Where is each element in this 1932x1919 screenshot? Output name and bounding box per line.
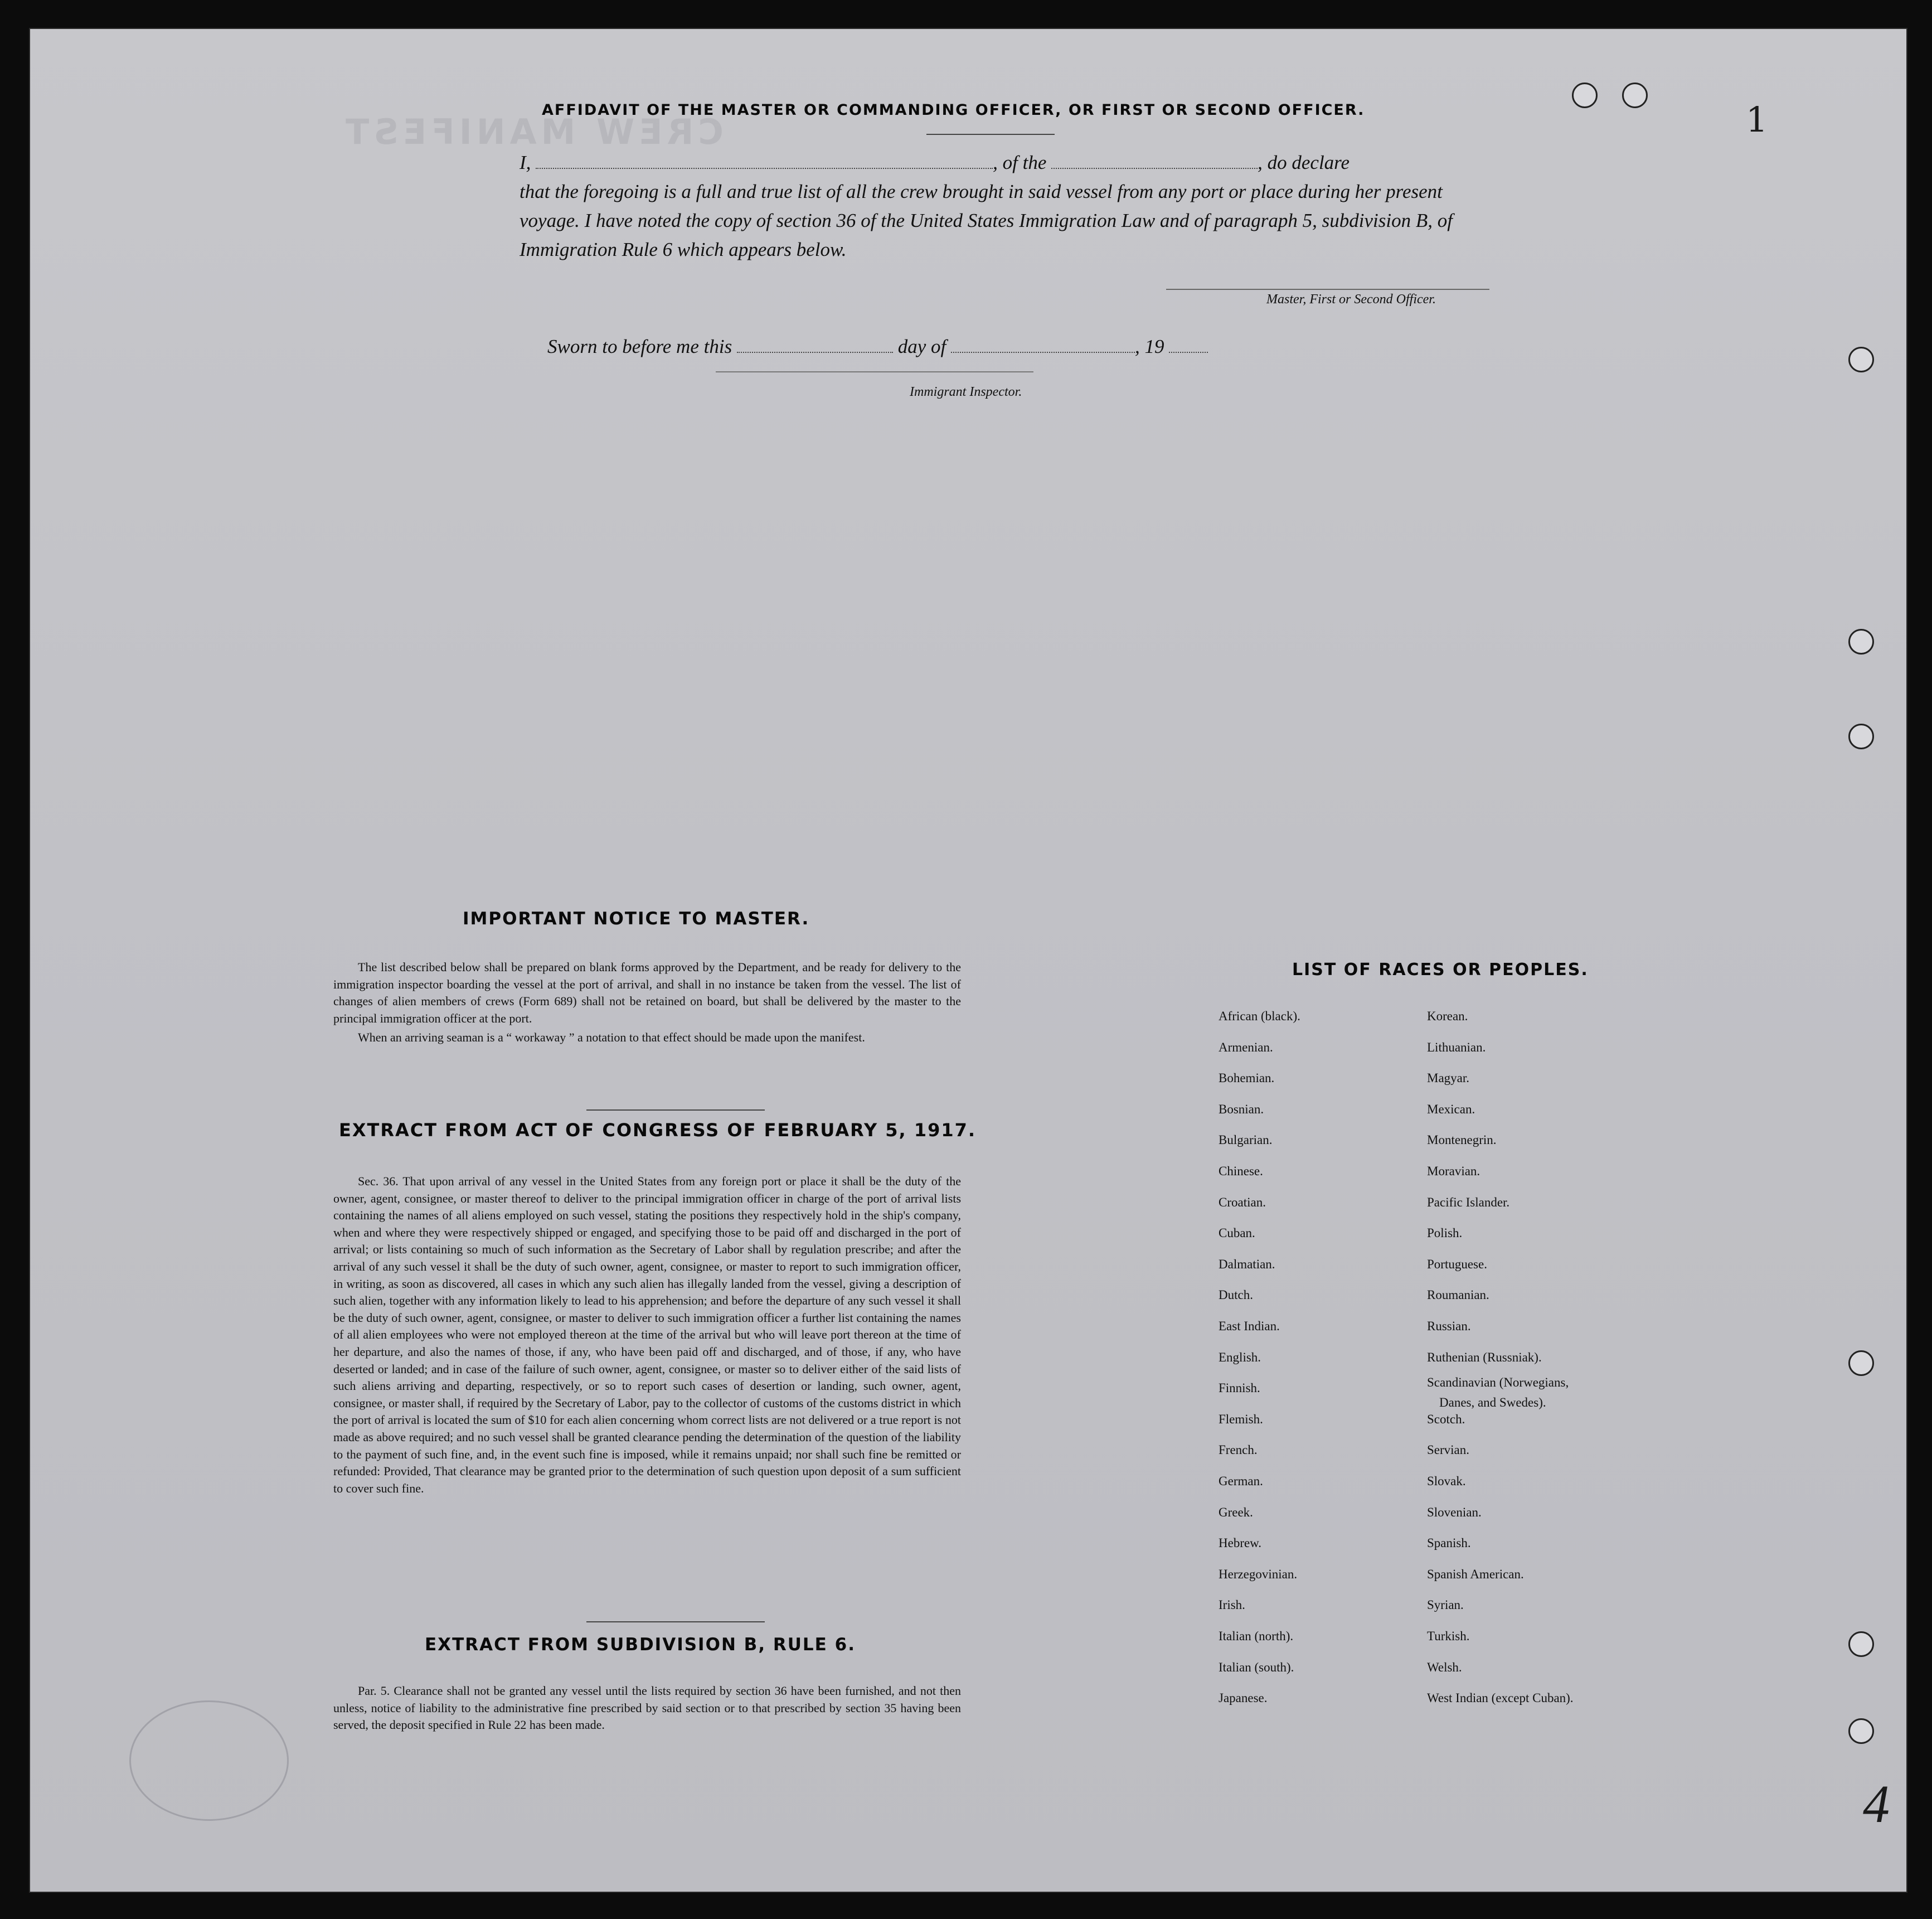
race-item: Pacific Islander. — [1427, 1195, 1510, 1209]
race-item: Japanese. — [1219, 1691, 1268, 1705]
race-item: English. — [1219, 1350, 1261, 1364]
race-item: Hebrew. — [1219, 1536, 1262, 1550]
race-item: Danes, and Swedes). — [1439, 1395, 1546, 1410]
race-item: Korean. — [1427, 1009, 1468, 1023]
binder-hole — [1848, 1350, 1874, 1376]
extract-rule-text: Par. 5. Clearance shall not be granted any vessel until the lists required by section 36 have been furnished, and not then unless, notice of liability to the administrative fine prescribed by said section or to that prescribed by section 35 having been served, the deposit specified in Rule 22 has been made. — [333, 1684, 961, 1732]
race-item: Bulgarian. — [1219, 1133, 1273, 1147]
notice-title: IMPORTANT NOTICE TO MASTER. — [463, 909, 810, 929]
race-item: Montenegrin. — [1427, 1133, 1497, 1147]
race-item: Cuban. — [1219, 1226, 1255, 1240]
binder-hole — [1848, 347, 1874, 372]
notice-paragraph-1: The list described below shall be prepared on blank forms approved by the Department, and be ready for delivery to the immigration inspector boarding the vessel at the port of arrival, and shall in no instance be taken from the vessel. The list of changes of alien members of crews (Form 689) shall not be retained on board, but shall be delivered by the master to the principal immigration officer at the port. — [333, 960, 961, 1025]
affidavit-do-declare: , do declare — [1258, 152, 1350, 173]
extract-act-divider — [586, 1621, 765, 1622]
faded-stamp — [129, 1700, 289, 1821]
affidavit-line-1 — [520, 148, 1534, 177]
race-item: Spanish American. — [1427, 1567, 1524, 1581]
extract-act-text: Sec. 36. That upon arrival of any vessel in the United States from any foreign port or place it shall be the duty of the owner, agent, consignee, or master thereof to deliver to the principal immigration officer in charge of the port of arrival lists containing the names of all aliens employed on such vessel, stating the positions they respectively hold in the ship's company, when and where they were respectively shipped or engaged, and specifying those to be paid off and discharged in the port of arrival; or lists containing so much of such information as the Secretary of Labor shall by regulation prescribe; and after the arrival of any such vessel it shall be the duty of such owner, agent, consignee, or master to report to such immigration officer, in writing, as soon as discovered, all cases in which any such alien has illegally landed from the vessel, giving a description of such alien, together with any information likely to lead to his apprehension; and before the departure of any such vessel it shall be the duty of such owner, agent, consignee, or master to deliver to such immigration officer a further list containing the names of all alien employees who were not employed thereon at the time of the arrival but who will leave port thereon at the time of her departure, and also the names of those, if any, who have been paid off and discharged, and of those, if any, who have deserted or landed; and in case of the failure of such owner, agent, consignee, or master so to deliver either of the said lists of such aliens arriving and departing, respectively, or so to report such cases of desertion or landing, such owner, agent, consignee, or master shall, if required by the Secretary of Labor, pay to the collector of customs of the customs district in which the port of arrival is located the sum of $10 for each alien concerning whom correct lists are not delivered or a true report is not made as above required; and no such vessel shall be granted clearance pending the determination of the question of the liability to the payment of such fine, and, in the event such fine is imposed, while it remains unpaid; nor shall such fine be remitted or refunded: Provided, That clearance may be granted prior to the determination of such question upon deposit of a sum sufficient to cover such fine. — [333, 1174, 961, 1495]
race-item: Italian (south). — [1219, 1660, 1294, 1674]
race-item: Herzegovinian. — [1219, 1567, 1298, 1581]
race-item: Dutch. — [1219, 1288, 1253, 1302]
document-sheet — [29, 28, 1907, 1893]
race-item: Bohemian. — [1219, 1071, 1275, 1086]
affidavit-i: I, — [520, 152, 531, 173]
master-name-blank — [536, 149, 993, 169]
race-item: Servian. — [1427, 1443, 1470, 1457]
race-item: German. — [1219, 1474, 1263, 1488]
inspector-caption: Immigrant Inspector. — [910, 385, 1022, 399]
race-item: Mexican. — [1427, 1102, 1475, 1116]
race-item: Spanish. — [1427, 1536, 1471, 1550]
race-item: Greek. — [1219, 1505, 1253, 1519]
race-item: French. — [1219, 1443, 1258, 1457]
race-item: Ruthenian (Russniak). — [1427, 1350, 1542, 1364]
affidavit-title: AFFIDAVIT OF THE MASTER OR COMMANDING OFFICER, OR FIRST OR SECOND OFFICER. — [542, 101, 1365, 119]
binder-hole — [1848, 629, 1874, 655]
affidavit-of-the: , of the — [993, 152, 1047, 173]
sworn-year-blank — [1169, 333, 1208, 353]
binder-hole — [1848, 1631, 1874, 1657]
extract-rule-title: EXTRACT FROM SUBDIVISION B, RULE 6. — [425, 1635, 856, 1655]
affidavit-title-rule — [926, 134, 1055, 135]
sworn-line — [547, 332, 1562, 361]
master-signature-line — [1166, 289, 1489, 290]
affidavit-line-2: that the foregoing is a full and true list of all the crew brought in said vessel from any port or place during her present — [520, 181, 1443, 202]
sworn-day-blank — [737, 333, 893, 353]
binder-hole — [1848, 1718, 1874, 1744]
notice-divider — [586, 1109, 765, 1111]
notice-paragraph-2: When an arriving seaman is a “ workaway ” a notation to that effect should be made upon the manifest. — [358, 1030, 865, 1045]
races-title: LIST OF RACES OR PEOPLES. — [1292, 960, 1589, 980]
sworn-day-of: day of — [897, 336, 946, 357]
race-item: Chinese. — [1219, 1164, 1263, 1178]
race-item: Croatian. — [1219, 1195, 1266, 1209]
race-item: Scotch. — [1427, 1412, 1465, 1426]
master-signature-caption: Master, First or Second Officer. — [1266, 292, 1436, 307]
affidavit-line-3: voyage. I have noted the copy of section 36 of the United States Immigration Law and of paragraph 5, subdivision B, of — [520, 210, 1453, 231]
race-item: Moravian. — [1427, 1164, 1480, 1178]
race-item: Russian. — [1427, 1319, 1471, 1333]
race-item: Magyar. — [1427, 1071, 1470, 1086]
race-item: Flemish. — [1219, 1412, 1263, 1426]
race-item: Italian (north). — [1219, 1629, 1294, 1643]
race-item: Bosnian. — [1219, 1102, 1264, 1116]
notice-body — [333, 959, 961, 1046]
page-mark-top: 1 — [1746, 99, 1768, 140]
race-item: West Indian (except Cuban). — [1427, 1691, 1574, 1705]
binder-hole — [1572, 83, 1598, 108]
binder-hole — [1622, 83, 1648, 108]
race-item: Polish. — [1427, 1226, 1463, 1240]
race-item: Slovak. — [1427, 1474, 1466, 1488]
race-item: African (black). — [1219, 1009, 1300, 1023]
sworn-prefix: Sworn to before me this — [547, 336, 732, 357]
race-item: Welsh. — [1427, 1660, 1462, 1674]
sworn-month-blank — [951, 333, 1135, 353]
vessel-name-blank — [1051, 149, 1258, 169]
bleed-through-title: CREW MANIFEST — [341, 112, 724, 152]
race-item: Lithuanian. — [1427, 1040, 1486, 1054]
race-item: Scandinavian (Norwegians, — [1427, 1375, 1569, 1390]
inspector-signature-line — [716, 371, 1033, 372]
race-item: Turkish. — [1427, 1629, 1470, 1643]
race-item: East Indian. — [1219, 1319, 1280, 1333]
race-item: Irish. — [1219, 1598, 1245, 1612]
extract-act-title: EXTRACT FROM ACT OF CONGRESS OF FEBRUARY 5, 1917. — [339, 1120, 977, 1141]
extract-rule-body — [333, 1683, 961, 1734]
affidavit-line-4: Immigration Rule 6 which appears below. — [520, 239, 847, 260]
race-item: Syrian. — [1427, 1598, 1464, 1612]
race-item: Portuguese. — [1427, 1257, 1487, 1271]
race-item: Finnish. — [1219, 1381, 1260, 1395]
binder-hole — [1848, 724, 1874, 749]
race-item: Dalmatian. — [1219, 1257, 1275, 1271]
race-item: Armenian. — [1219, 1040, 1273, 1054]
sworn-year: , 19 — [1134, 336, 1164, 357]
race-item: Roumanian. — [1427, 1288, 1489, 1302]
page-mark-bottom: 4 — [1863, 1774, 1890, 1834]
race-item: Slovenian. — [1427, 1505, 1482, 1519]
extract-act-body — [333, 1173, 961, 1497]
